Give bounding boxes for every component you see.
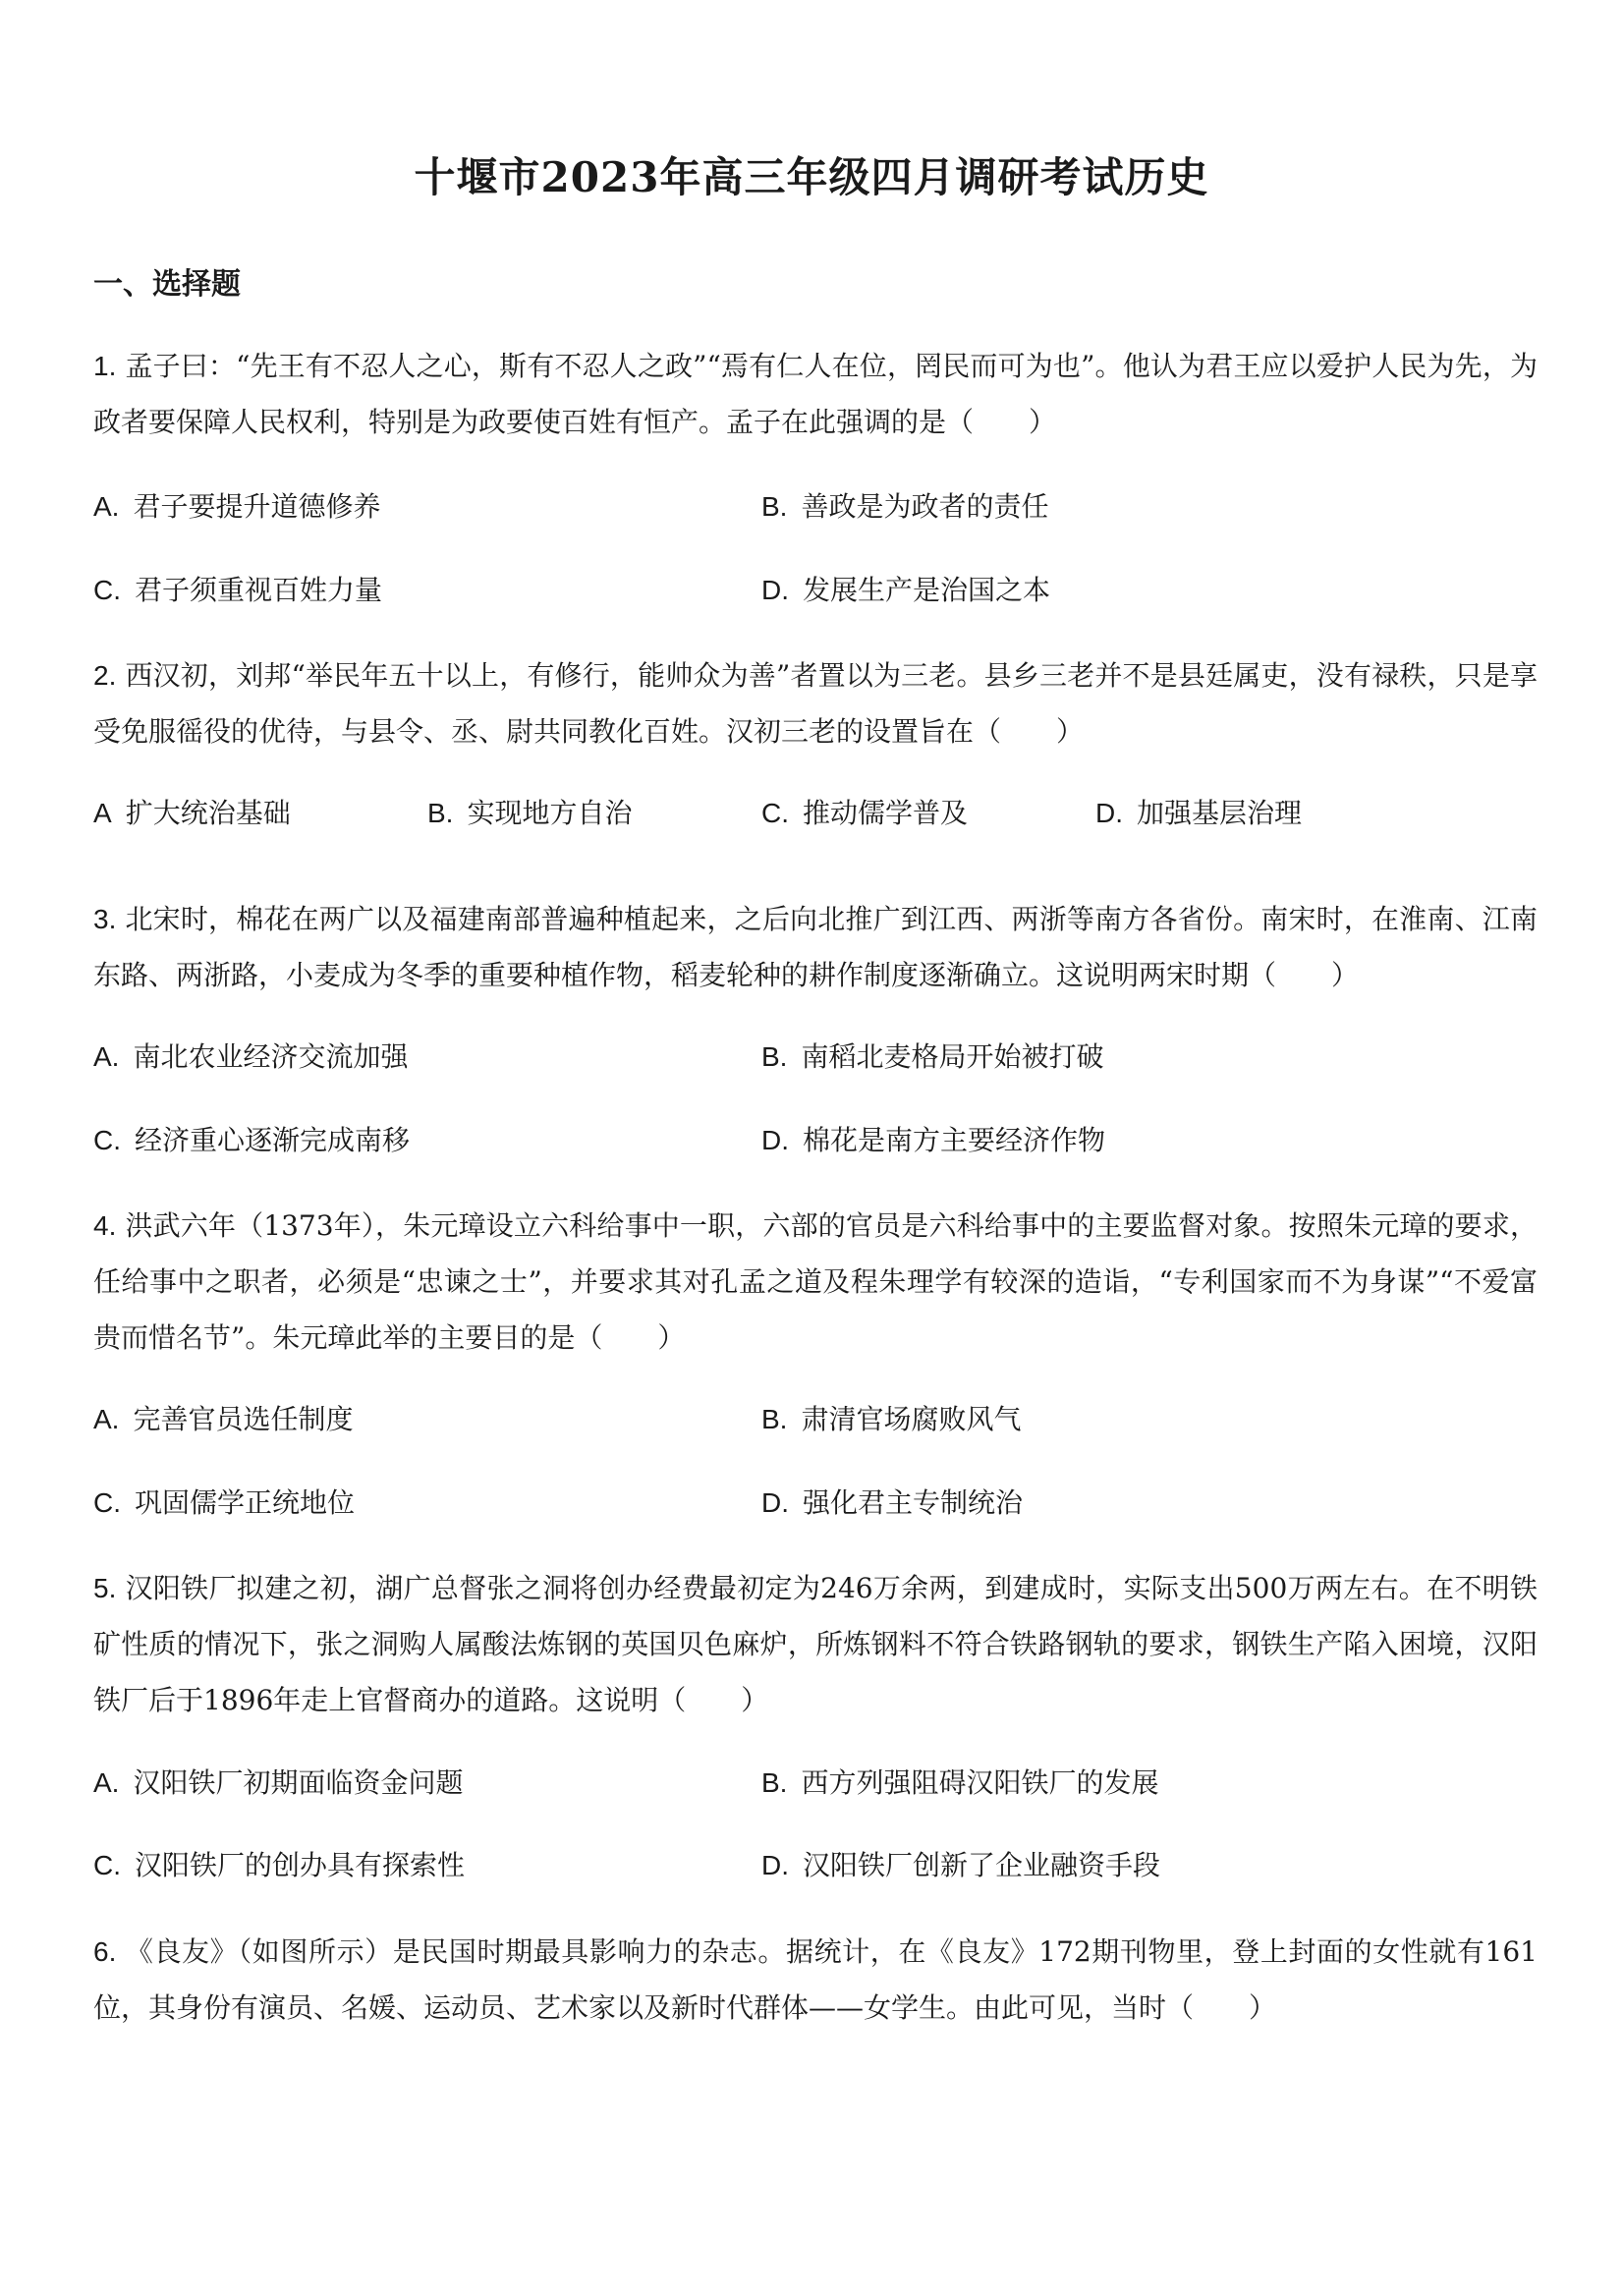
option-letter: D. — [761, 1125, 789, 1155]
question-4-stem — [93, 1198, 1538, 1366]
option-text: 西方列强阻碍汉阳铁厂的发展 — [801, 1766, 1159, 1799]
question-text: 《良友》（如图所示）是民国时期最具影响力的杂志。据统计，在《良友》172期刊物里，登上封面的女性就有161位，其身份有演员、名媛、运动员、艺术家以及新时代群体——女学生。由此可见，当时（ ） — [93, 1935, 1538, 2024]
question-number: 1. — [93, 351, 117, 381]
question-number: 3. — [93, 904, 117, 934]
option-letter: B. — [761, 1404, 788, 1434]
option-text: 强化君主专制统治 — [803, 1486, 1024, 1519]
option-letter: C. — [761, 798, 789, 828]
question-text: 西汉初，刘邦“举民年五十以上，有修行，能帅众为善”者置以为三老。县乡三老并不是县廷属吏，没有禄秩，只是享受免服徭役的优待，与县令、丞、尉共同教化百姓。汉初三老的设置旨在（ ） — [93, 659, 1538, 748]
option-letter: A. — [93, 1041, 120, 1072]
option-letter: B. — [761, 491, 788, 522]
option-text: 善政是为政者的责任 — [801, 490, 1049, 523]
question-3-option-c — [93, 1121, 410, 1160]
question-3-option-a — [93, 1037, 408, 1077]
question-1-option-d — [761, 571, 1050, 610]
option-text: 加强基层治理 — [1137, 797, 1303, 829]
option-text: 肃清官场腐败风气 — [801, 1403, 1022, 1435]
option-letter: B. — [761, 1767, 788, 1798]
question-5-option-a — [93, 1764, 463, 1803]
option-text: 汉阳铁厂初期面临资金问题 — [133, 1766, 464, 1799]
option-letter: A. — [93, 1767, 120, 1798]
option-text: 棉花是南方主要经济作物 — [803, 1124, 1106, 1156]
question-5-option-d — [761, 1846, 1160, 1885]
question-2-stem — [93, 647, 1538, 759]
option-text: 君子要提升道德修养 — [133, 490, 381, 523]
option-letter: B. — [427, 798, 454, 828]
option-letter: A. — [93, 491, 120, 522]
question-2-option-b — [427, 794, 632, 833]
option-letter: C. — [93, 1487, 121, 1518]
question-6-stem — [93, 1924, 1538, 2036]
option-letter: C. — [93, 575, 121, 605]
option-letter: A. — [93, 1404, 120, 1434]
question-3-option-d — [761, 1121, 1105, 1160]
option-letter: D. — [761, 1850, 789, 1880]
option-letter: D. — [761, 575, 789, 605]
question-5-option-b — [761, 1764, 1158, 1803]
question-4-option-c — [93, 1484, 355, 1523]
question-1-option-a — [93, 487, 380, 527]
question-text: 孟子曰：“先王有不忍人之心，斯有不忍人之政”“焉有仁人在位，罔民而可为也”。他认为君王应以爱护人民为先，为政者要保障人民权利，特别是为政要使百姓有恒产。孟子在此强调的是（ ） — [93, 350, 1539, 438]
question-4-option-d — [761, 1484, 1023, 1523]
question-2-option-a — [93, 794, 291, 833]
option-letter: C. — [93, 1850, 121, 1880]
option-letter: A — [93, 798, 112, 828]
question-1-option-c — [93, 571, 382, 610]
question-3-option-b — [761, 1037, 1103, 1077]
question-2-option-d — [1095, 794, 1302, 833]
question-1-stem — [93, 338, 1538, 450]
option-text: 推动儒学普及 — [803, 797, 969, 829]
question-number: 5. — [93, 1573, 117, 1603]
question-number: 6. — [93, 1936, 117, 1967]
option-text: 经济重心逐渐完成南移 — [135, 1124, 411, 1156]
question-4-option-b — [761, 1400, 1021, 1439]
option-letter: D. — [1095, 798, 1123, 828]
option-letter: B. — [761, 1041, 788, 1072]
option-text: 发展生产是治国之本 — [803, 574, 1051, 606]
question-4-option-a — [93, 1400, 353, 1439]
question-text: 北宋时，棉花在两广以及福建南部普遍种植起来，之后向北推广到江西、两浙等南方各省份。南宋时，在淮南、江南东路、两浙路，小麦成为冬季的重要种植作物，稻麦轮种的耕作制度逐渐确立。这说明两宋时期（ ） — [93, 903, 1538, 991]
option-text: 汉阳铁厂的创办具有探索性 — [135, 1849, 466, 1881]
option-text: 完善官员选任制度 — [133, 1403, 354, 1435]
question-5-stem — [93, 1560, 1538, 1728]
question-1-option-b — [761, 487, 1048, 527]
section-heading: 一、选择题 — [93, 267, 241, 302]
question-number: 2. — [93, 660, 117, 691]
option-text: 扩大统治基础 — [125, 797, 291, 829]
exam-title: 十堰市2023年高三年级四月调研考试历史 — [414, 153, 1209, 201]
option-letter: D. — [761, 1487, 789, 1518]
question-text: 洪武六年（1373年），朱元璋设立六科给事中一职，六部的官员是六科给事中的主要监督对象。按照朱元璋的要求，任给事中之职者，必须是“忠谏之士”，并要求其对孔孟之道及程朱理学有较深的造诣，“专利国家而不为身谋”“不爱富贵而惜名节”。朱元璋此举的主要目的是（ ） — [93, 1209, 1539, 1354]
question-5-option-c — [93, 1846, 465, 1885]
option-text: 南北农业经济交流加强 — [133, 1040, 409, 1073]
question-number: 4. — [93, 1210, 117, 1241]
option-text: 巩固儒学正统地位 — [135, 1486, 356, 1519]
option-text: 南稻北麦格局开始被打破 — [801, 1040, 1104, 1073]
question-text: 汉阳铁厂拟建之初，湖广总督张之洞将创办经费最初定为246万余两，到建成时，实际支出500万两左右。在不明铁矿性质的情况下，张之洞购人属酸法炼钢的英国贝色麻炉，所炼钢料不符合铁路钢轨的要求，钢铁生产陷入困境，汉阳铁厂后于1896年走上官督商办的道路。这说明（ ） — [93, 1572, 1538, 1716]
question-3-stem — [93, 891, 1538, 1003]
option-text: 君子须重视百姓力量 — [135, 574, 383, 606]
option-text: 汉阳铁厂创新了企业融资手段 — [803, 1849, 1161, 1881]
question-2-option-c — [761, 794, 968, 833]
option-text: 实现地方自治 — [467, 797, 633, 829]
option-letter: C. — [93, 1125, 121, 1155]
